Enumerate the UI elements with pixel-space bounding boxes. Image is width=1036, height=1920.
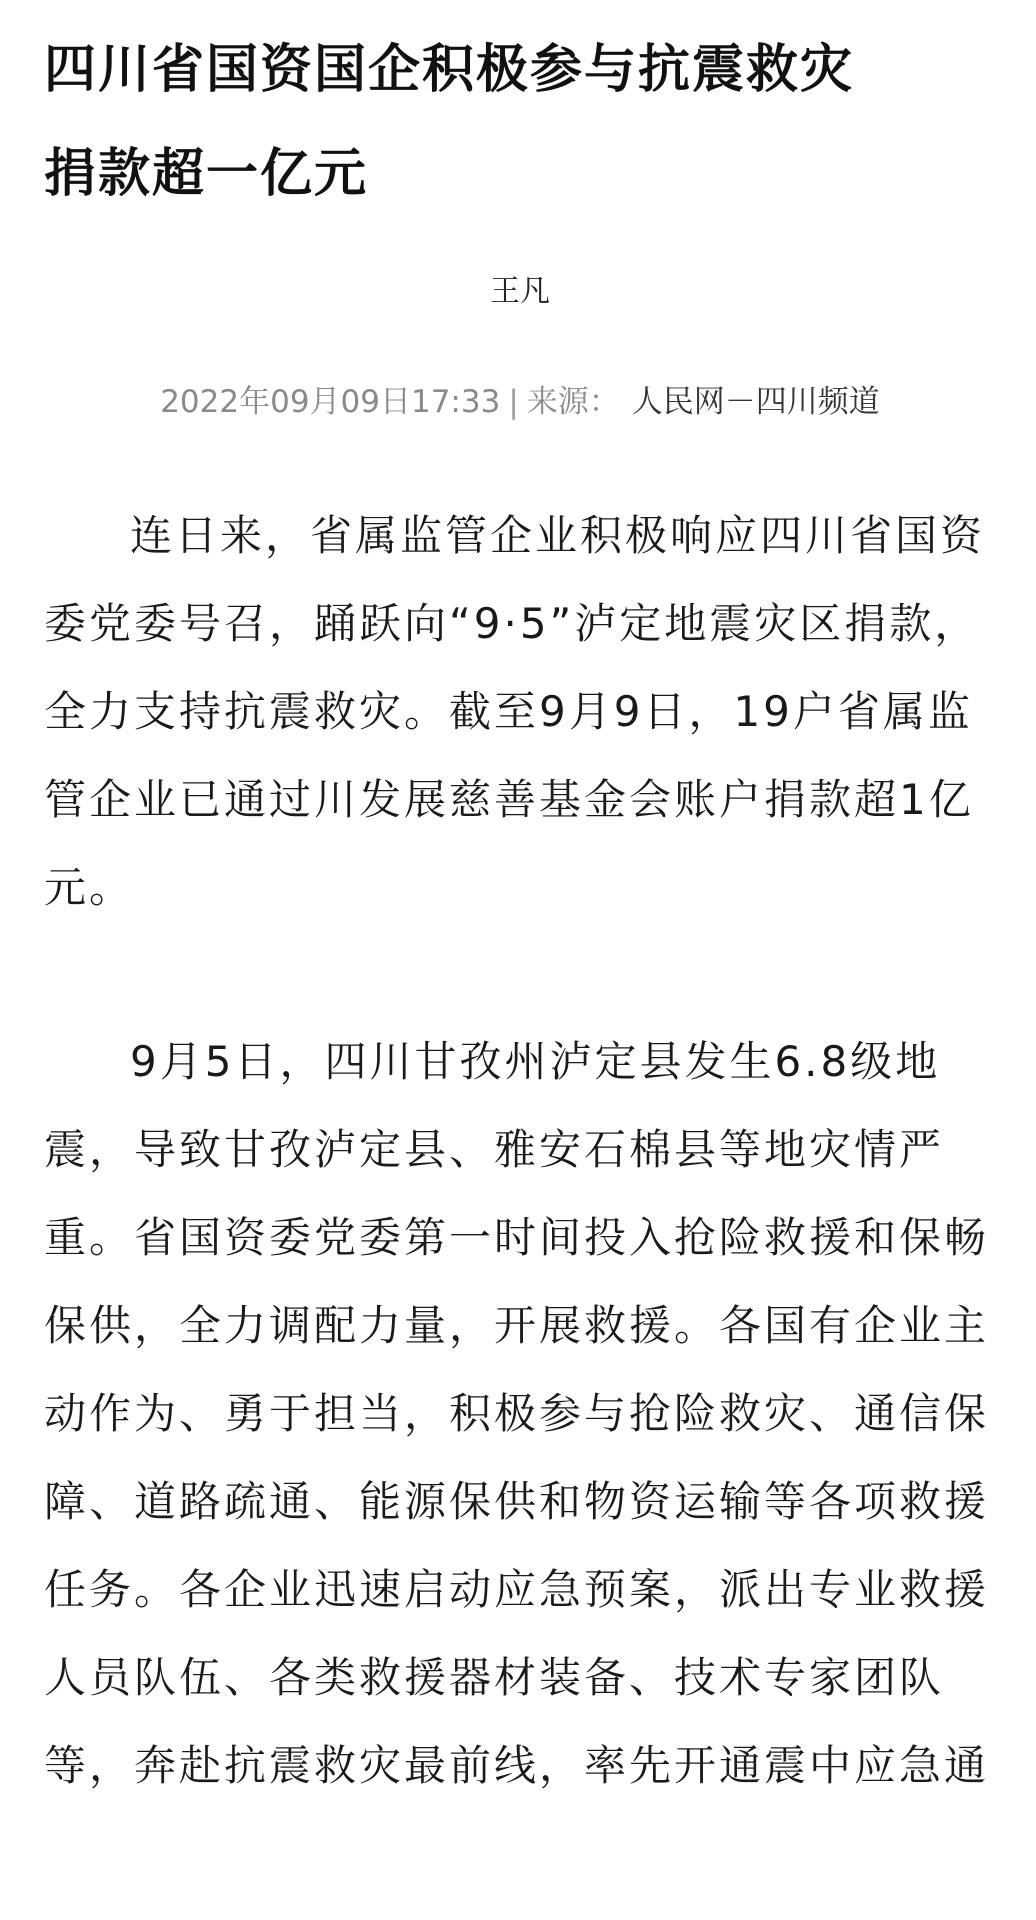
paragraph-2	[44, 1018, 996, 1810]
paragraph-1	[44, 492, 996, 932]
article-title	[44, 0, 996, 226]
article-title-line-1: 四川省国资国企积极参与抗震救灾	[44, 40, 855, 100]
paragraph-line: 9月5日，四川甘孜州泸定县发生6.8级地	[130, 1037, 941, 1086]
article-meta	[44, 382, 996, 422]
meta-separator: |	[508, 384, 519, 420]
paragraph-line: 重。省国资委党委第一时间投入抢险救援和保畅	[44, 1213, 990, 1262]
article-body	[44, 492, 996, 1810]
paragraph-line: 全力支持抗震救灾。截至9月9日，19户省属监	[44, 687, 973, 736]
paragraph-line: 障、道路疏通、能源保供和物资运输等各项救援	[44, 1477, 990, 1526]
paragraph-line: 动作为、勇于担当，积极参与抢险救灾、通信保	[44, 1389, 990, 1438]
source-label: 来源：	[526, 384, 620, 420]
source-link[interactable]: 人民网－四川频道	[631, 384, 880, 420]
paragraph-line: 等，奔赴抗震救灾最前线，率先开通震中应急通	[44, 1741, 990, 1790]
article-title-line-2: 捐款超一亿元	[44, 144, 369, 204]
paragraph-line: 任务。各企业迅速启动应急预案，派出专业救援	[44, 1565, 990, 1614]
paragraph-line: 管企业已通过川发展慈善基金会账户捐款超1亿	[44, 775, 974, 824]
paragraph-line: 连日来，省属监管企业积极响应四川省国资	[130, 511, 986, 560]
publish-datetime: 2022年09月09日17:33	[160, 384, 501, 420]
paragraph-line: 委党委号召，踊跃向“9·5”泸定地震灾区捐款，	[44, 599, 980, 648]
paragraph-line: 人员队伍、各类救援器材装备、技术专家团队	[44, 1653, 945, 1702]
article-author[interactable]: 王凡	[490, 274, 550, 309]
paragraph-line: 元。	[44, 863, 135, 912]
paragraph-line: 保供，全力调配力量，开展救援。各国有企业主	[44, 1301, 990, 1350]
paragraph-line: 震，导致甘孜泸定县、雅安石棉县等地灾情严	[44, 1125, 945, 1174]
